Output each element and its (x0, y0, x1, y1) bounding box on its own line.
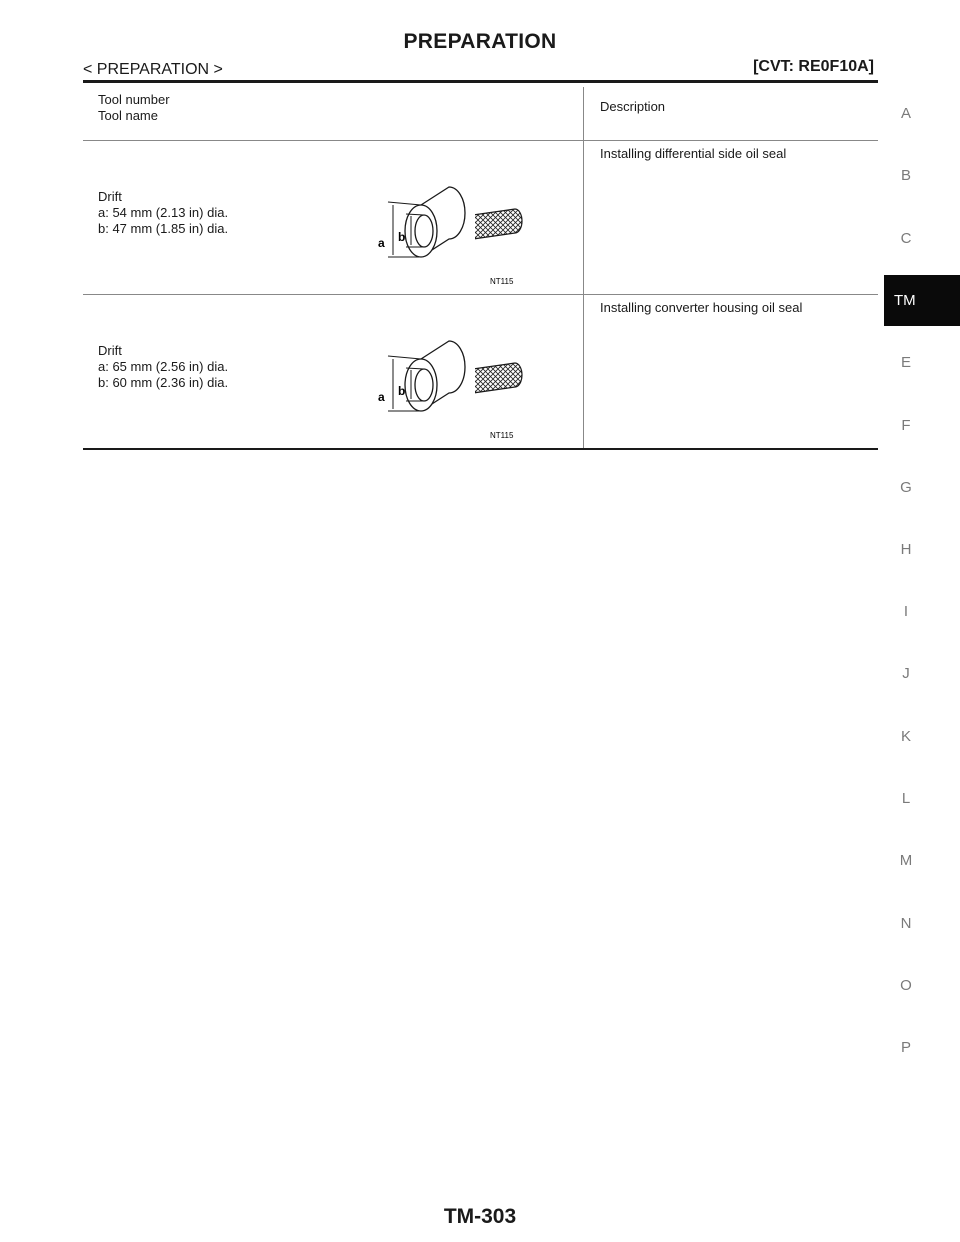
index-letter-tm[interactable]: TM (884, 275, 960, 326)
figure-label-a: a (378, 236, 385, 250)
index-letter-h[interactable]: H (900, 541, 912, 558)
header-rule (83, 80, 878, 83)
tool-dimension-b: b: 47 mm (1.85 in) dia. (98, 221, 229, 236)
tool-spec (98, 343, 228, 391)
index-letter-c[interactable]: C (900, 230, 912, 247)
figure-label-a: a (378, 390, 385, 404)
figure-code: NT115 (490, 431, 514, 440)
drift-illustration (373, 319, 533, 443)
section-label: < PREPARATION > (83, 61, 223, 78)
index-letter-m[interactable]: M (899, 852, 913, 869)
index-letter-o[interactable]: O (900, 977, 912, 994)
tool-name: Drift (98, 189, 122, 204)
column-header-tool (83, 87, 584, 141)
tools-table (83, 87, 878, 450)
figure-label-b: b (398, 384, 406, 398)
tool-name: Drift (98, 343, 122, 358)
page-title: PREPARATION (403, 30, 557, 53)
column-header-tool-name: Tool name (98, 108, 158, 123)
index-letter-e[interactable]: E (900, 354, 911, 371)
drift-illustration (373, 165, 533, 289)
description-cell: Installing converter housing oil seal (584, 295, 879, 450)
table-row (83, 295, 878, 450)
index-letter-n[interactable]: N (900, 915, 912, 932)
table-row (83, 141, 878, 295)
column-header-description: Description (584, 87, 879, 141)
description-cell: Installing differential side oil seal (584, 141, 879, 295)
figure-label-b: b (398, 230, 406, 244)
figure-code: NT115 (490, 277, 514, 286)
index-letter-g[interactable]: G (900, 479, 912, 496)
page-number: TM-303 (443, 1205, 517, 1228)
index-letter-f[interactable]: F (901, 417, 911, 434)
tool-cell (83, 295, 584, 450)
index-letter-k[interactable]: K (900, 728, 911, 745)
index-letter-i[interactable]: I (903, 603, 909, 620)
index-letter-a[interactable]: A (900, 105, 911, 122)
tool-cell (83, 141, 584, 295)
index-letter-j[interactable]: J (902, 665, 910, 682)
index-letter-p[interactable]: P (900, 1039, 911, 1056)
tool-dimension-b: b: 60 mm (2.36 in) dia. (98, 375, 229, 390)
index-letter-l[interactable]: L (901, 790, 911, 807)
tool-spec (98, 189, 228, 237)
column-header-tool-number: Tool number (98, 92, 170, 107)
model-label: [CVT: RE0F10A] (753, 58, 874, 75)
tool-dimension-a: a: 65 mm (2.56 in) dia. (98, 359, 229, 374)
table-header-row (83, 87, 878, 141)
tool-dimension-a: a: 54 mm (2.13 in) dia. (98, 205, 229, 220)
index-letter-b[interactable]: B (900, 167, 911, 184)
